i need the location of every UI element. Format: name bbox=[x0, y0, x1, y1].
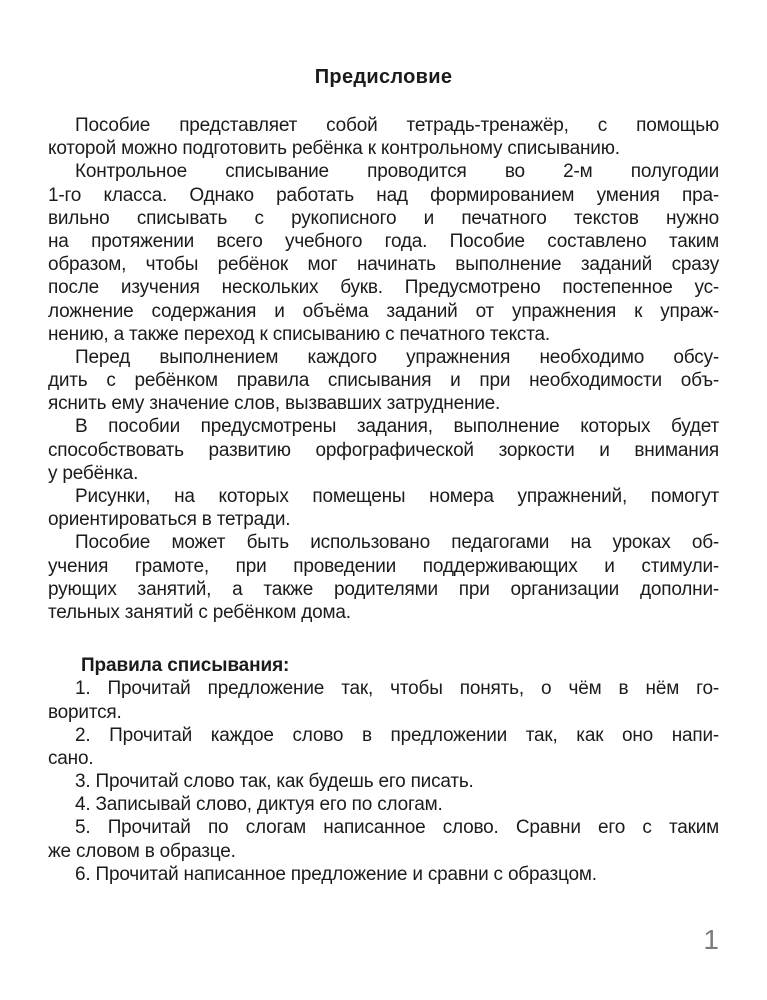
copying-rules-list bbox=[48, 677, 719, 886]
paragraph bbox=[48, 415, 719, 485]
text-line: сано. bbox=[48, 747, 94, 769]
paragraph bbox=[48, 485, 719, 531]
rule-item bbox=[48, 793, 719, 816]
text-line: 6. Прочитай написанное предложение и сравни с образцом. bbox=[75, 863, 597, 885]
text-line: тельных занятий с ребёнком дома. bbox=[48, 601, 351, 623]
rule-item bbox=[48, 816, 719, 862]
text-line: 5. Прочитай по слогам написанное слово. Сравни его с таким bbox=[75, 817, 719, 839]
page-title: Предисловие bbox=[314, 66, 453, 88]
text-line: учения грамоте, при проведении поддерживающих и стимули- bbox=[48, 555, 719, 577]
text-line: ложнение содержания и объёма заданий от упражнения к упраж- bbox=[48, 300, 719, 322]
text-line: же словом в образце. bbox=[48, 840, 236, 862]
text-line: ворится. bbox=[48, 701, 122, 723]
text-line: вильно списывать с рукописного и печатного текстов нужно bbox=[48, 207, 719, 229]
rule-item bbox=[48, 724, 719, 770]
text-line: которой можно подготовить ребёнка к контрольному списыванию. bbox=[48, 138, 620, 160]
paragraph bbox=[48, 160, 719, 346]
text-line: 1-го класса. Однако работать над формированием умения пра- bbox=[48, 184, 719, 206]
rule-item bbox=[48, 863, 719, 886]
text-line: нению, а также переход к списыванию с печатного текста. bbox=[48, 323, 550, 345]
page-number: 1 bbox=[703, 924, 719, 955]
text-line: после изучения нескольких букв. Предусмотрено постепенное ус- bbox=[48, 277, 719, 299]
paragraph bbox=[48, 114, 719, 160]
text-line: В пособии предусмотрены задания, выполнение которых будет bbox=[75, 416, 719, 438]
text-line: Рисунки, на которых помещены номера упражнений, помогут bbox=[75, 486, 719, 507]
text-line: образом, чтобы ребёнок мог начинать выполнение заданий сразу bbox=[48, 254, 719, 276]
paragraph bbox=[48, 346, 719, 416]
text-line: на протяжении всего учебного года. Пособие составлено таким bbox=[48, 230, 719, 252]
text-line: 1. Прочитай предложение так, чтобы понять, о чём в нём го- bbox=[75, 678, 719, 700]
text-line: 3. Прочитай слово так, как будешь его писать. bbox=[75, 771, 474, 793]
rule-item bbox=[48, 770, 719, 793]
text-line: у ребёнка. bbox=[48, 462, 139, 484]
text-line: дить с ребёнком правила списывания и при необходимости объ- bbox=[48, 370, 719, 392]
text-line: 4. Записывай слово, диктуя его по слогам. bbox=[75, 794, 443, 816]
text-line: Перед выполнением каждого упражнения необходимо обсу- bbox=[75, 346, 719, 368]
text-line: яснить ему значение слов, вызвавших затруднение. bbox=[48, 393, 501, 415]
text-line: ориентироваться в тетради. bbox=[48, 509, 291, 531]
paragraph bbox=[48, 531, 719, 624]
text-line: Пособие представляет собой тетрадь-тренажёр, с помощью bbox=[75, 115, 719, 136]
text-line: Пособие может быть использовано педагогами на уроках об- bbox=[75, 532, 719, 554]
text-line: Контрольное списывание проводится во 2-м полугодии bbox=[75, 161, 719, 183]
rules-heading: Правила списывания: bbox=[81, 655, 290, 677]
text-line: 2. Прочитай каждое слово в предложении так, как оно напи- bbox=[75, 724, 719, 746]
preface-paragraphs bbox=[48, 114, 719, 624]
rule-item bbox=[48, 677, 719, 723]
text-line: рующих занятий, а также родителями при организации дополни- bbox=[48, 578, 719, 600]
text-line: способствовать развитию орфографической зоркости и внимания bbox=[48, 439, 719, 461]
